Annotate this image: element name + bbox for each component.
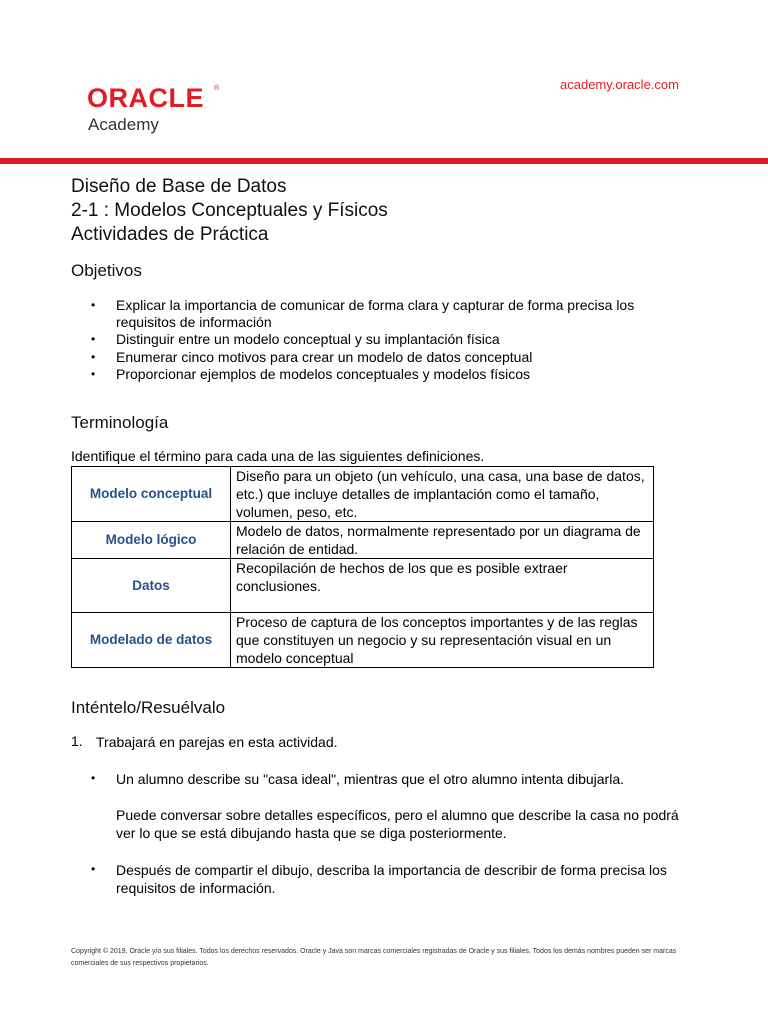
site-link[interactable]: academy.oracle.com (560, 77, 679, 92)
step-number: 1. (71, 733, 83, 749)
logo-brand: ORACLE (87, 83, 204, 113)
list-item: • Explicar la importancia de comunicar de forma clara y capturar de forma precisa los requisitos de información (91, 297, 635, 330)
bullet-icon: • (91, 349, 96, 364)
bullet-icon: • (91, 771, 96, 785)
bullet-icon: • (91, 298, 96, 312)
objectives-heading: Objetivos (71, 261, 142, 280)
header-divider (0, 158, 768, 164)
practice-bullet-1: Un alumno describe su "casa ideal", mientras que el otro alumno intenta dibujarla. (116, 771, 624, 787)
terminology-heading: Terminología (71, 413, 169, 432)
practice-heading: Inténtelo/Resuélvalo (71, 698, 226, 717)
table-row (72, 613, 654, 668)
logo-registered-mark: ® (214, 85, 220, 92)
copyright-footer: Copyright © 2019, Oracle y/o sus filiales. Todos los derechos reservados. Oracle y Java son marcas comerciales registradas de Oracle y sus filiales. Todos los demás nombres pueden ser marcas comerciales de sus respectivos propietarios. (71, 948, 677, 967)
definition-cell: Modelo de datos, normalmente representado por un diagrama de relación de entidad. (231, 522, 654, 559)
lesson-title: 2-1 : Modelos Conceptuales y Físicos (71, 200, 388, 221)
activity-title: Actividades de Práctica (71, 224, 269, 245)
document-title (71, 175, 388, 247)
term-cell: Modelo conceptual (72, 467, 231, 522)
bullet-icon: • (91, 367, 96, 381)
definition-cell: Recopilación de hechos de los que es posible extraer conclusiones. (231, 559, 654, 613)
term-cell: Modelo lógico (72, 522, 231, 559)
step-text: Trabajará en parejas en esta actividad. (96, 734, 338, 750)
list-item: • Distinguir entre un modelo conceptual y su implantación física (91, 331, 500, 347)
list-item: • Enumerar cinco motivos para crear un modelo de datos conceptual (91, 348, 533, 365)
bullet-icon: • (91, 862, 96, 876)
objectives-list (71, 297, 691, 384)
bullet-icon: • (91, 332, 96, 346)
practice-note: Puede conversar sobre detalles específicos, pero el alumno que describe la casa no podrá ver lo que se está dibujando hasta que se diga posteriormente. (116, 807, 679, 841)
definition-cell: Diseño para un objeto (un vehículo, una casa, una base de datos, etc.) que incluye detalles de implantación como el tamaño, volumen, peso, etc. (231, 467, 654, 522)
oracle-academy-logo (87, 84, 222, 136)
practice-bullet-2: Después de compartir el dibujo, describa la importancia de describir de forma precisa los requisitos de información. (116, 862, 667, 896)
list-item: • Proporcionar ejemplos de modelos conceptuales y modelos físicos (91, 366, 530, 382)
term-cell: Modelado de datos (72, 613, 231, 668)
table-row (72, 522, 654, 559)
term-cell: Datos (72, 559, 231, 613)
logo-subtitle: Academy (88, 115, 159, 134)
terminology-instructions: Identifique el término para cada una de las siguientes definiciones. (71, 448, 485, 464)
table-row (72, 467, 654, 522)
table-row (72, 559, 654, 613)
terminology-table (71, 466, 654, 668)
definition-cell: Proceso de captura de los conceptos importantes y de las reglas que constituyen un negocio y su representación visual en un modelo conceptual (231, 613, 654, 668)
course-title: Diseño de Base de Datos (71, 176, 287, 197)
